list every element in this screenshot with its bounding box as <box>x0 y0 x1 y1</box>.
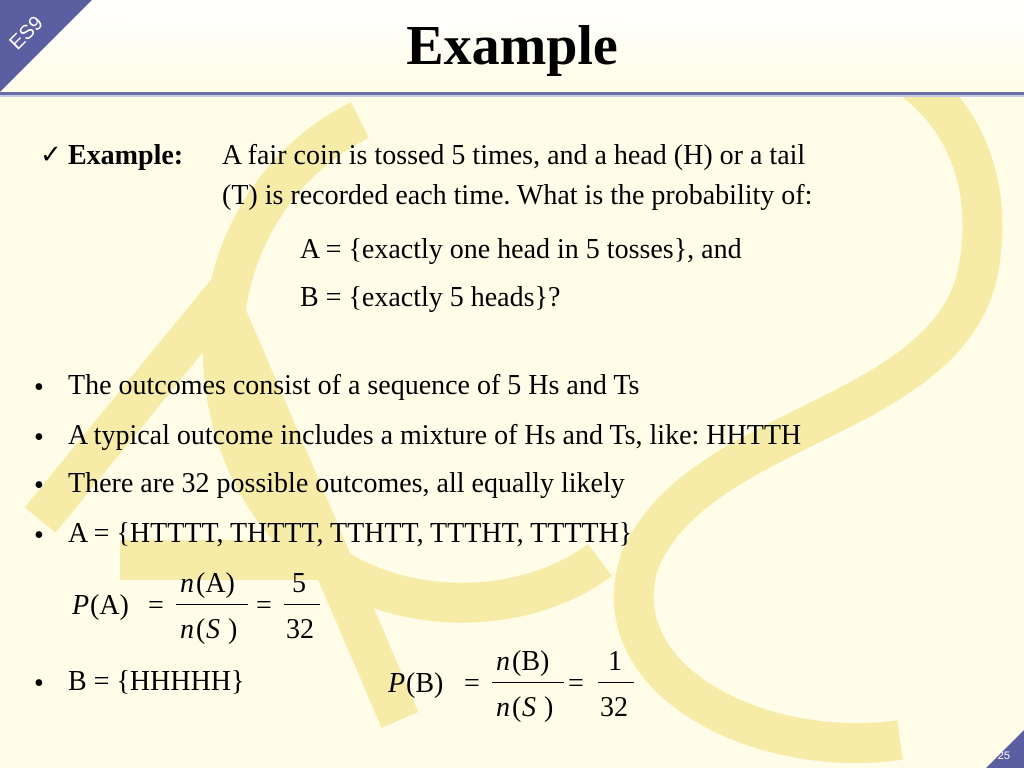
example-line-2: (T) is recorded each time. What is the probability of: <box>222 180 813 211</box>
formula-a-equals: = <box>148 590 164 621</box>
formula-a-result-line <box>284 604 320 605</box>
example-label: Example: <box>68 140 184 171</box>
page-number-tab <box>986 730 1024 768</box>
page-number: 25 <box>997 750 1010 762</box>
bullet-text-1: The outcomes consist of a sequence of 5 Hs and Ts <box>68 370 640 401</box>
formula-a-num-fn: n <box>180 568 194 599</box>
formula-b-lhs-fn: P <box>388 668 406 699</box>
checkmark-icon: ✓ <box>40 140 62 170</box>
bullet-icon: • <box>34 422 44 453</box>
bullet-icon: • <box>34 470 44 501</box>
bullet-icon: • <box>34 372 44 403</box>
formula-b-lhs-arg: (B) <box>406 668 444 699</box>
bullet-icon: • <box>34 520 44 551</box>
formula-a-den-arg: S <box>206 614 220 645</box>
formula-a-den-fn: n <box>180 614 194 645</box>
formula-b-num-arg: (B) <box>512 646 550 677</box>
formula-a-equals-2: = <box>256 590 272 621</box>
bullet-text-4: A = {HTTTT, THTTT, TTHTT, TTTHT, TTTTH} <box>68 518 633 549</box>
formula-b-num-fn: n <box>496 646 510 677</box>
formula-b-equals: = <box>464 668 480 699</box>
formula-b-den-arg: S <box>522 692 536 723</box>
corner-badge: ES9 <box>5 11 48 55</box>
formula-a-lhs-fn: P <box>72 590 90 621</box>
slide-content: ✓ Example: A fair coin is tossed 5 times, and a head (H) or a tail (T) is recorded each time. What is the probability of: A = {exactly one head in 5 tosses}, and B = {exactly 5 heads}? • The outcomes consist of a sequence of 5 Hs and Ts • A typical outcome includes a mixture of Hs and Ts, like: HHTTH • There are 32 possible outcomes, all equally likely • A = {HTTTT, THTTT, TTHTT, TTTHT, TTTTH} P (A) = n (A) n ( S ) = 5 32 • B = {HHHHH} P (B) = n (B) n ( S ) = 1 32 <box>34 140 813 723</box>
set-b-definition: B = {exactly 5 heads}? <box>300 282 561 313</box>
slide-title: Example <box>406 15 618 77</box>
formula-a-lhs-arg: (A) <box>90 590 129 621</box>
formula-b-equals-2: = <box>568 668 584 699</box>
formula-a-fraction-line <box>176 604 248 605</box>
formula-a-num-arg: (A) <box>196 568 235 599</box>
bullet-icon: • <box>34 668 44 699</box>
bullet-text-3: There are 32 possible outcomes, all equally likely <box>68 468 625 499</box>
bullet-text-5: B = {HHHHH} <box>68 666 245 697</box>
set-a-definition: A = {exactly one head in 5 tosses}, and <box>300 234 742 265</box>
formula-a-result-den: 32 <box>286 614 314 645</box>
bullet-text-2: A typical outcome includes a mixture of Hs and Ts, like: HHTTH <box>68 420 802 451</box>
formula-b-result-num: 1 <box>608 646 622 677</box>
formula-b-fraction-line <box>492 682 564 683</box>
example-line-1: A fair coin is tossed 5 times, and a head (H) or a tail <box>222 140 806 171</box>
formula-b-den-fn: n <box>496 692 510 723</box>
formula-b-result-line <box>598 682 634 683</box>
formula-b-result-den: 32 <box>600 692 628 723</box>
formula-a-result-num: 5 <box>292 568 306 599</box>
